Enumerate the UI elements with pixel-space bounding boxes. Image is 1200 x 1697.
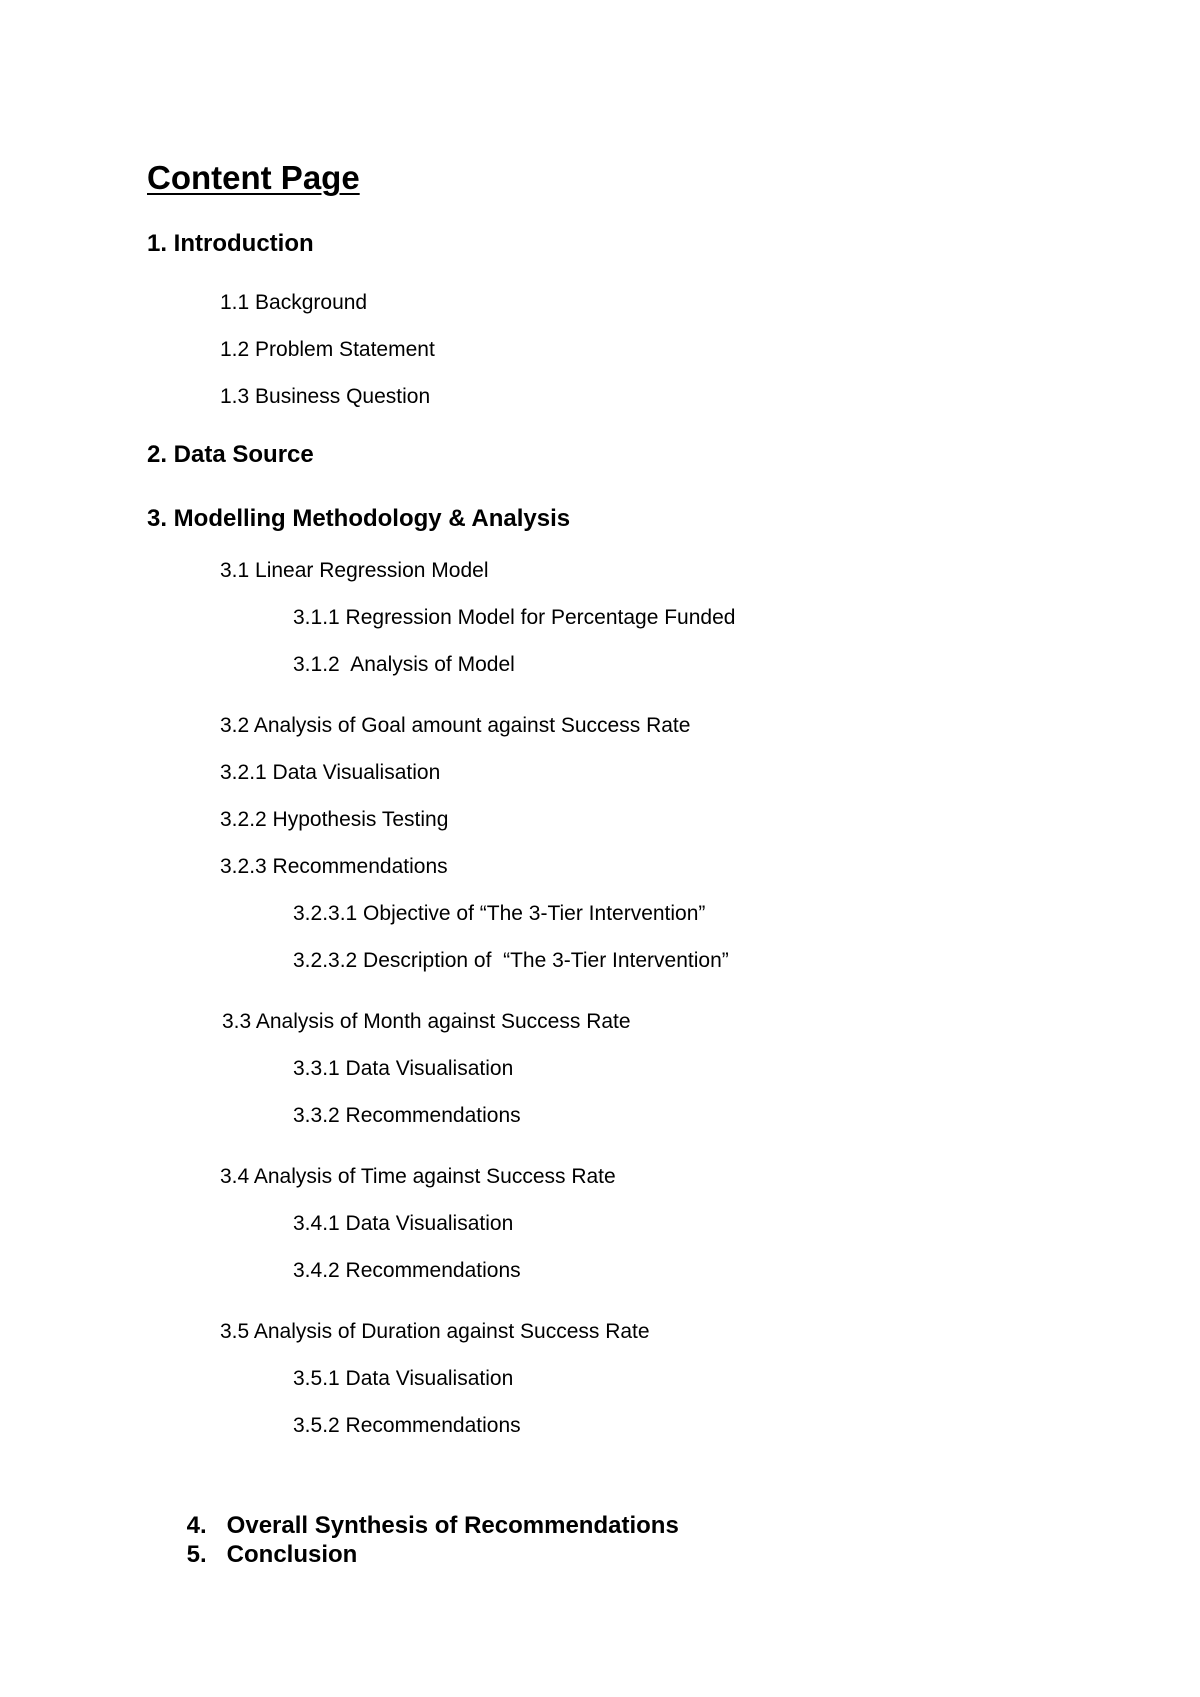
toc-entry-regression-model-percentage-funded: 3.1.1 Regression Model for Percentage Funded <box>293 606 736 629</box>
toc-entry-conclusion <box>160 1519 357 1591</box>
toc-entry-month-analysis: 3.3 Analysis of Month against Success Rate <box>222 1010 631 1033</box>
toc-entry-number: 4. <box>186 1512 207 1539</box>
toc-entry-time-analysis: 3.4 Analysis of Time against Success Rate <box>220 1165 616 1188</box>
toc-entry-intervention-objective: 3.2.3.1 Objective of “The 3-Tier Intervention” <box>293 902 706 925</box>
toc-entry-problem-statement: 1.2 Problem Statement <box>220 338 435 361</box>
toc-entry-label: Overall Synthesis of Recommendations <box>226 1512 679 1539</box>
page-title: Content Page <box>147 159 360 196</box>
toc-entry-goal-recommendations: 3.2.3 Recommendations <box>220 855 448 878</box>
toc-entry-number: 5. <box>186 1541 207 1568</box>
toc-entry-month-data-visualisation: 3.3.1 Data Visualisation <box>293 1057 514 1080</box>
toc-entry-goal-data-visualisation: 3.2.1 Data Visualisation <box>220 761 441 784</box>
toc-entry-label: Conclusion <box>226 1541 358 1568</box>
toc-entry-duration-analysis: 3.5 Analysis of Duration against Success Rate <box>220 1320 650 1343</box>
toc-entry-linear-regression-model: 3.1 Linear Regression Model <box>220 559 489 582</box>
toc-entry-background: 1.1 Background <box>220 291 368 314</box>
toc-entry-hypothesis-testing: 3.2.2 Hypothesis Testing <box>220 808 449 831</box>
toc-entry-time-data-visualisation: 3.4.1 Data Visualisation <box>293 1212 514 1235</box>
toc-entry-modelling-methodology: 3. Modelling Methodology & Analysis <box>147 505 571 532</box>
toc-entry-time-recommendations: 3.4.2 Recommendations <box>293 1259 521 1282</box>
toc-entry-duration-data-visualisation: 3.5.1 Data Visualisation <box>293 1367 514 1390</box>
toc-entry-intervention-description: 3.2.3.2 Description of “The 3-Tier Intervention” <box>293 949 729 972</box>
toc-entry-data-source: 2. Data Source <box>147 441 314 468</box>
toc-entry-goal-amount-analysis: 3.2 Analysis of Goal amount against Success Rate <box>220 714 691 737</box>
toc-entry-month-recommendations: 3.3.2 Recommendations <box>293 1104 521 1127</box>
toc-entry-business-question: 1.3 Business Question <box>220 385 431 408</box>
toc-entry-introduction: 1. Introduction <box>147 230 314 257</box>
toc-entry-duration-recommendations: 3.5.2 Recommendations <box>293 1414 521 1437</box>
toc-entry-analysis-of-model: 3.1.2 Analysis of Model <box>293 653 515 676</box>
